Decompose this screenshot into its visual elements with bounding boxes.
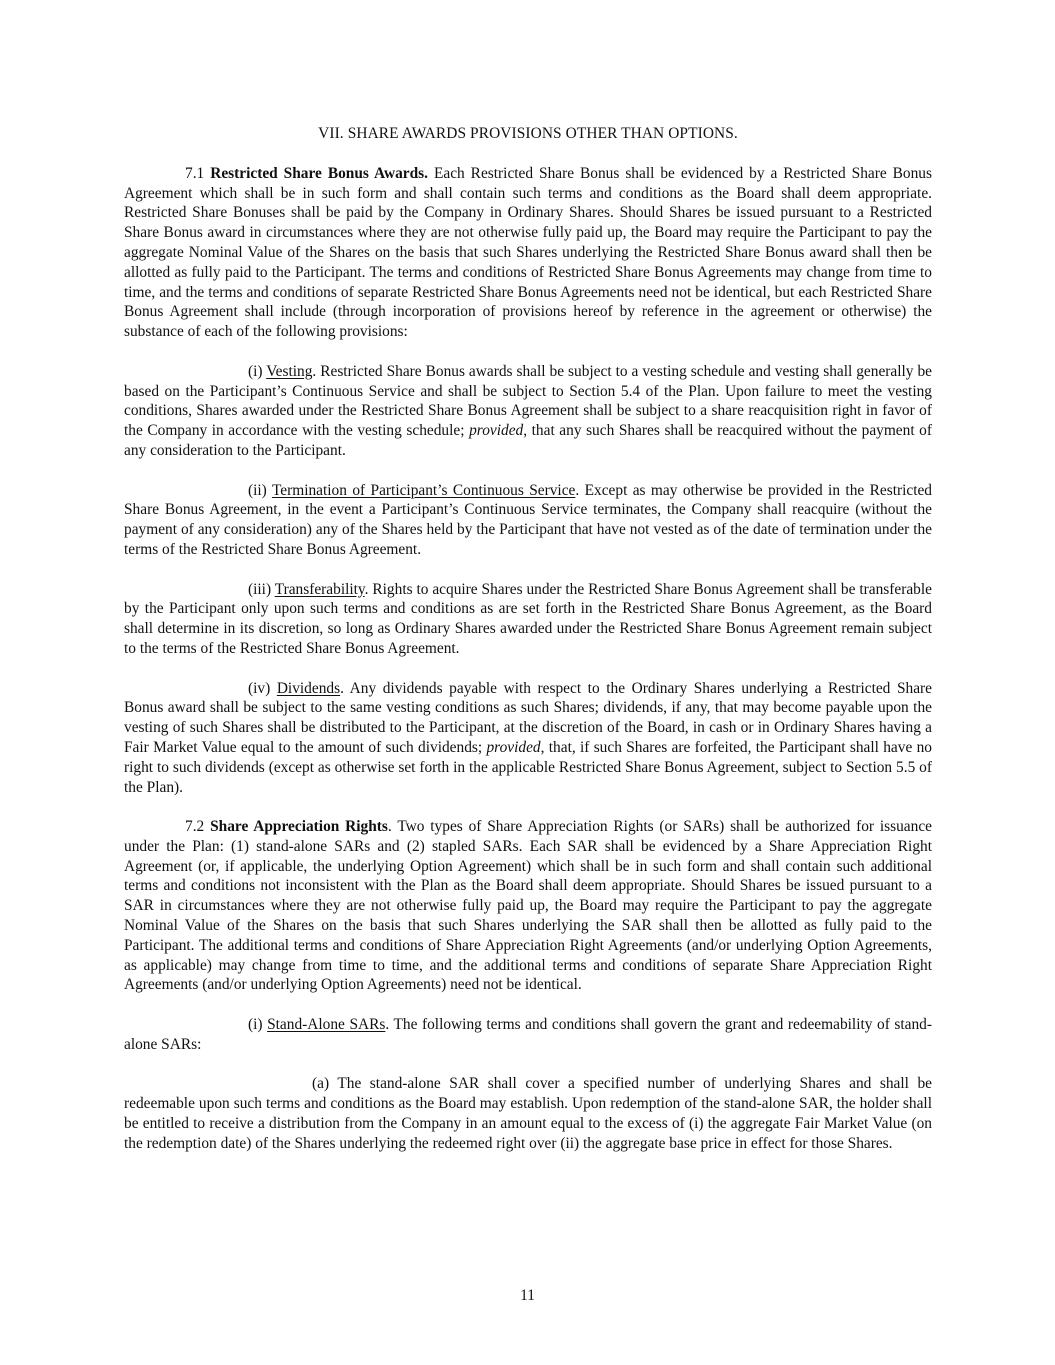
transferability-title: Transferability — [274, 580, 365, 598]
standalone-sars-text: . The following terms and conditions shall govern the grant and redeemability of stand-alone SARs: — [124, 1016, 932, 1053]
transferability-text: . Rights to acquire Shares under the Restricted Share Bonus Agreement shall be transferable by the Participant only upon such terms and conditions as are set forth in the Restricted Share Bonus Agreement, as the Board shall determine in its discretion, so long as Ordinary Shares awarded under the Restricted Share Bonus Agreement remain subject to the terms of the Restricted Share Bonus Agreement. — [124, 580, 932, 657]
page-number: 11 — [520, 1287, 535, 1304]
dividends-text-2: , that, if such Shares are forfeited, the Participant shall have no right to such dividends (except as otherwise set forth in the applicable Restricted Share Bonus Agreement, subject to Section 5.5 of the Plan). — [124, 738, 932, 796]
standalone-sars-a-text: The stand-alone SAR shall cover a specified number of underlying Shares and shall be redeemable upon such terms and conditions as the Board may establish. Upon redemption of the stand-alone SAR, the holder shall be entitled to receive a distribution from the Company in an amount equal to the excess of (i) the aggregate Fair Market Value (on the redemption date) of the Shares underlying the redeemed right over (ii) the aggregate base price in effect for those Shares. — [124, 1075, 932, 1152]
dividends-italic: provided — [486, 738, 541, 756]
standalone-sars-title: Stand-Alone SARs — [267, 1016, 386, 1034]
standalone-sars-number: (i) — [248, 1016, 263, 1034]
vesting-italic: provided — [469, 422, 524, 440]
termination-paragraph — [124, 481, 932, 560]
vesting-number: (i) — [248, 362, 263, 380]
section-7-2-paragraph — [124, 817, 932, 995]
dividends-number: (iv) — [248, 679, 271, 697]
section-7-2-title: Share Appreciation Rights — [210, 818, 388, 836]
termination-text: . Except as may otherwise be provided in the Restricted Share Bonus Agreement, in the event a Participant’s Continuous Service terminates, the Company shall reacquire (without the payment of any consideration) any of the Shares held by the Participant that have not vested as of the date of termination under the terms of the Restricted Share Bonus Agreement. — [124, 481, 933, 558]
vesting-text-1: . Restricted Share Bonus awards shall be subject to a vesting schedule and vesting shall generally be based on the Participant’s Continuous Service and shall be subject to Section 5.4 of the Plan. Upon failure to meet the vesting conditions, Shares awarded under the Restricted Share Bonus Agreement shall be subject to a share reacquisition right in favor of the Company in accordance with the vesting schedule; — [124, 362, 932, 440]
section-7-2-text: . Two types of Share Appreciation Rights (or SARs) shall be authorized for issuance under the Plan: (1) stand-alone SARs and (2) stapled SARs. Each SAR shall be evidenced by a Share Appreciation Right Agreement (or, if applicable, the underlying Option Agreement) which shall be in such form and shall contain such additional terms and conditions not inconsistent with the Plan as the Board shall deem appropriate. Should Shares be issued pursuant to a SAR in circumstances where they are not otherwise fully paid up, the Board may require the Participant to pay the aggregate Nominal Value of the Shares on the basis that such Shares underlying the SAR shall then be allotted as fully paid to the Participant. The additional terms and conditions of Share Appreciation Right Agreements (and/or underlying Option Agreements, as applicable) may change from time to time, and the additional terms and conditions of separate Share Appreciation Right Agreements (and/or underlying Option Agreements) need not be identical. — [124, 818, 932, 994]
vesting-text-2: , that any such Shares shall be reacquired without the payment of any consideration to the Participant. — [124, 422, 932, 459]
termination-title: Termination of Participant’s Continuous Service — [271, 481, 576, 499]
termination-number: (ii) — [248, 481, 267, 499]
section-7-2-number: 7.2 — [185, 818, 205, 836]
document-page — [124, 124, 932, 1173]
transferability-paragraph — [124, 580, 932, 659]
transferability-number: (iii) — [248, 580, 272, 598]
standalone-sars-a-paragraph — [124, 1074, 932, 1153]
dividends-paragraph — [124, 679, 932, 798]
dividends-title: Dividends — [276, 679, 341, 697]
section-7-1-text: Each Restricted Share Bonus shall be evidenced by a Restricted Share Bonus Agreement which shall be in such form and shall contain such terms and conditions as the Board shall deem appropriate. Restricted Share Bonuses shall be paid by the Company in Ordinary Shares. Should Shares be issued pursuant to a Restricted Share Bonus award in circumstances where they are not otherwise fully paid up, the Board may require the Participant to pay the aggregate Nominal Value of the Shares on the basis that such Shares underlying the Restricted Share Bonus award shall then be allotted as fully paid to the Participant. The terms and conditions of Restricted Share Bonus Agreements may change from time to time, and the terms and conditions of separate Restricted Share Bonus Agreements need not be identical, but each Restricted Share Bonus Agreement shall include (through incorporation of provisions hereof by reference in the agreement or otherwise) the substance of each of the following provisions: — [124, 164, 932, 341]
section-7-1-title: Restricted Share Bonus Awards. — [210, 164, 429, 182]
vesting-title: Vesting — [266, 362, 313, 380]
section-7-1-paragraph — [124, 164, 932, 342]
section-7-1-number: 7.1 — [185, 164, 205, 182]
vesting-paragraph — [124, 362, 932, 461]
dividends-text-1: . Any dividends payable with respect to the Ordinary Shares underlying a Restricted Share Bonus award shall be subject to the same vesting conditions as such Shares; dividends, if any, that may become payable upon the vesting of such Shares shall be distributed to the Participant, at the discretion of the Board, in cash or in Ordinary Shares having a Fair Market Value equal to the amount of such dividends; — [124, 679, 932, 756]
standalone-sars-paragraph — [124, 1015, 932, 1055]
section-heading: VII. SHARE AWARDS PROVISIONS OTHER THAN OPTIONS. — [318, 125, 738, 142]
standalone-sars-a-number: (a) — [312, 1075, 330, 1093]
